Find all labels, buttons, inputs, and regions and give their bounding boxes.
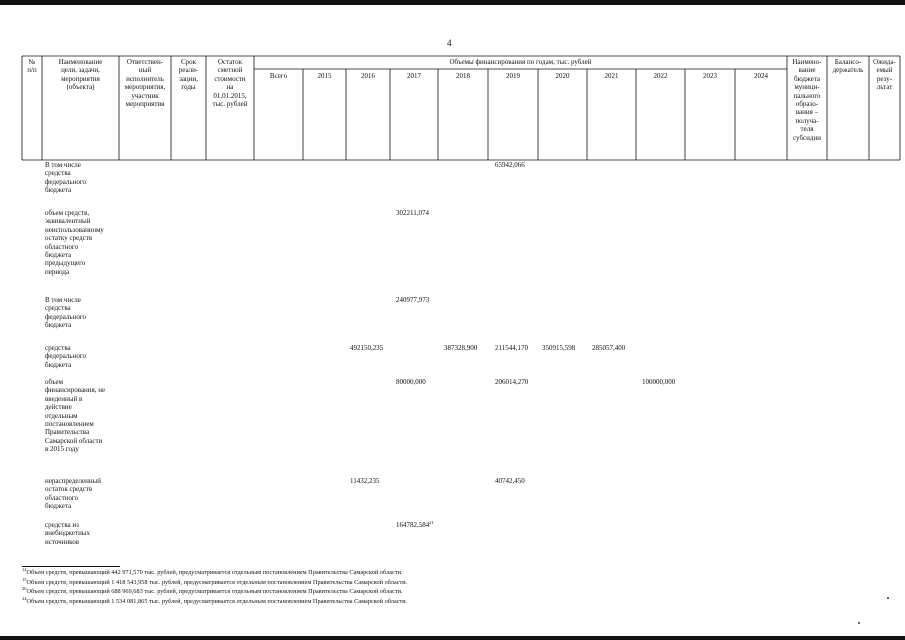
page-number: 4 <box>447 38 452 48</box>
header-year: 2024 <box>754 72 768 80</box>
header-year: 2017 <box>407 72 421 80</box>
row-label: объем средств, эквивалентный неиспользованному остатку средств областного бюджета предыдущего периода <box>45 209 104 276</box>
row-label: В том числе средства федерального бюджета <box>45 296 87 330</box>
row-label: средства из внебюджетных источников <box>45 521 91 546</box>
header-municipal: Наимено- вание бюджета муници- пального образо- вания – получа- теля субсидии <box>792 58 822 142</box>
row-label: объем финансирования, не введенный в действие отдельным постановлением Правительства Самарской области в 2015 году <box>45 378 106 454</box>
value-text: 211544,170 <box>495 344 528 352</box>
cell-value-2017 <box>396 521 434 529</box>
cell-value-2021 <box>592 344 625 352</box>
footnote-mark: 14 <box>22 567 27 572</box>
value-text: 240977,973 <box>396 296 430 304</box>
value-text: 164782,584 <box>396 521 430 529</box>
footnote-mark: 21 <box>429 520 434 525</box>
header-funding-title: Объемы финансирования по годам, тыс. рублей <box>449 58 592 66</box>
row-label: нераспределенный остаток средств областного бюджета <box>45 477 102 511</box>
value-text: 11432,235 <box>350 477 380 485</box>
value-text: 40742,450 <box>495 477 525 485</box>
scan-speck <box>858 622 860 624</box>
header-responsible: Ответствен- ный исполнитель мероприятия, участник мероприятия <box>124 58 166 109</box>
footnote-text: Объем средств, превышающий 688 969,683 тыс. рублей, предусматривается отдельным постановлением Правительства Самарской области. <box>26 588 403 596</box>
header-result: Ожида- емый резу- льтат <box>873 58 896 92</box>
value-text: 387328,900 <box>444 344 478 352</box>
row-label: В том числе средства федерального бюджета <box>45 161 87 195</box>
header-num: № п/п <box>27 58 37 75</box>
cell-value-2017 <box>396 209 429 217</box>
header-goal: Наименование цели, задачи, мероприятия (объекта) <box>58 58 103 92</box>
value-text: 80000,000 <box>396 378 426 386</box>
cell-value-2016 <box>350 477 380 485</box>
header-year: 2022 <box>653 72 668 80</box>
cell-value-2016 <box>350 344 383 352</box>
row-label: средства федерального бюджета <box>45 344 87 369</box>
footnote-text: Объем средств, превышающий 442 971,570 тыс. рублей, предусматривается отдельным постановлением Правительства Самарской области. <box>26 569 403 577</box>
header-year: 2018 <box>456 72 470 80</box>
header-term: Срок реали- зации, годы <box>178 58 199 92</box>
scan-speck <box>887 597 889 599</box>
cell-value-2020 <box>542 344 575 352</box>
header-holder: Балансо- держатель <box>832 58 864 75</box>
footnote-mark: 20 <box>22 586 27 591</box>
header-year: 2020 <box>555 72 570 80</box>
value-text: 65942,066 <box>495 161 525 169</box>
cell-value-2018 <box>444 344 477 352</box>
value-text: 492150,235 <box>350 344 384 352</box>
header-year: 2015 <box>317 72 332 80</box>
cell-value-2019 <box>495 344 528 352</box>
footnote-mark: 24 <box>22 595 27 601</box>
header-year: 2019 <box>506 72 520 80</box>
header-year: 2023 <box>703 72 717 80</box>
cell-value-2022 <box>642 378 675 386</box>
cell-value-2017 <box>396 378 426 386</box>
footnote-mark: 15 <box>22 576 27 582</box>
footnote-text: Объем средств, превышающий 1 418 543,958 тыс. рублей, предусматривается отдельным постановлением Правительства Самарской области. <box>26 578 408 586</box>
value-text: 100000,000 <box>642 378 676 386</box>
footnote <box>22 595 407 605</box>
value-text: 302211,074 <box>396 209 429 217</box>
value-text: 206014,270 <box>495 378 529 386</box>
cell-value-2019 <box>495 378 528 386</box>
cell-value-2019 <box>495 161 525 169</box>
header-year: 2016 <box>361 72 375 80</box>
cell-value-2019 <box>495 477 525 485</box>
cell-value-2017 <box>396 296 429 304</box>
header-remainder: Остаток сметной стоимости на 01.01.2015, тыс. рублей <box>212 58 248 109</box>
footnote-text: Объем средств, превышающий 1 534 081,865 тыс. рублей, предусматривается отдельным постановлением Правительства Самарской области. <box>26 597 408 605</box>
header-total: Всего <box>269 72 288 80</box>
header-year: 2021 <box>604 72 619 80</box>
value-text: 285057,400 <box>592 344 626 352</box>
value-text: 350915,598 <box>542 344 576 352</box>
